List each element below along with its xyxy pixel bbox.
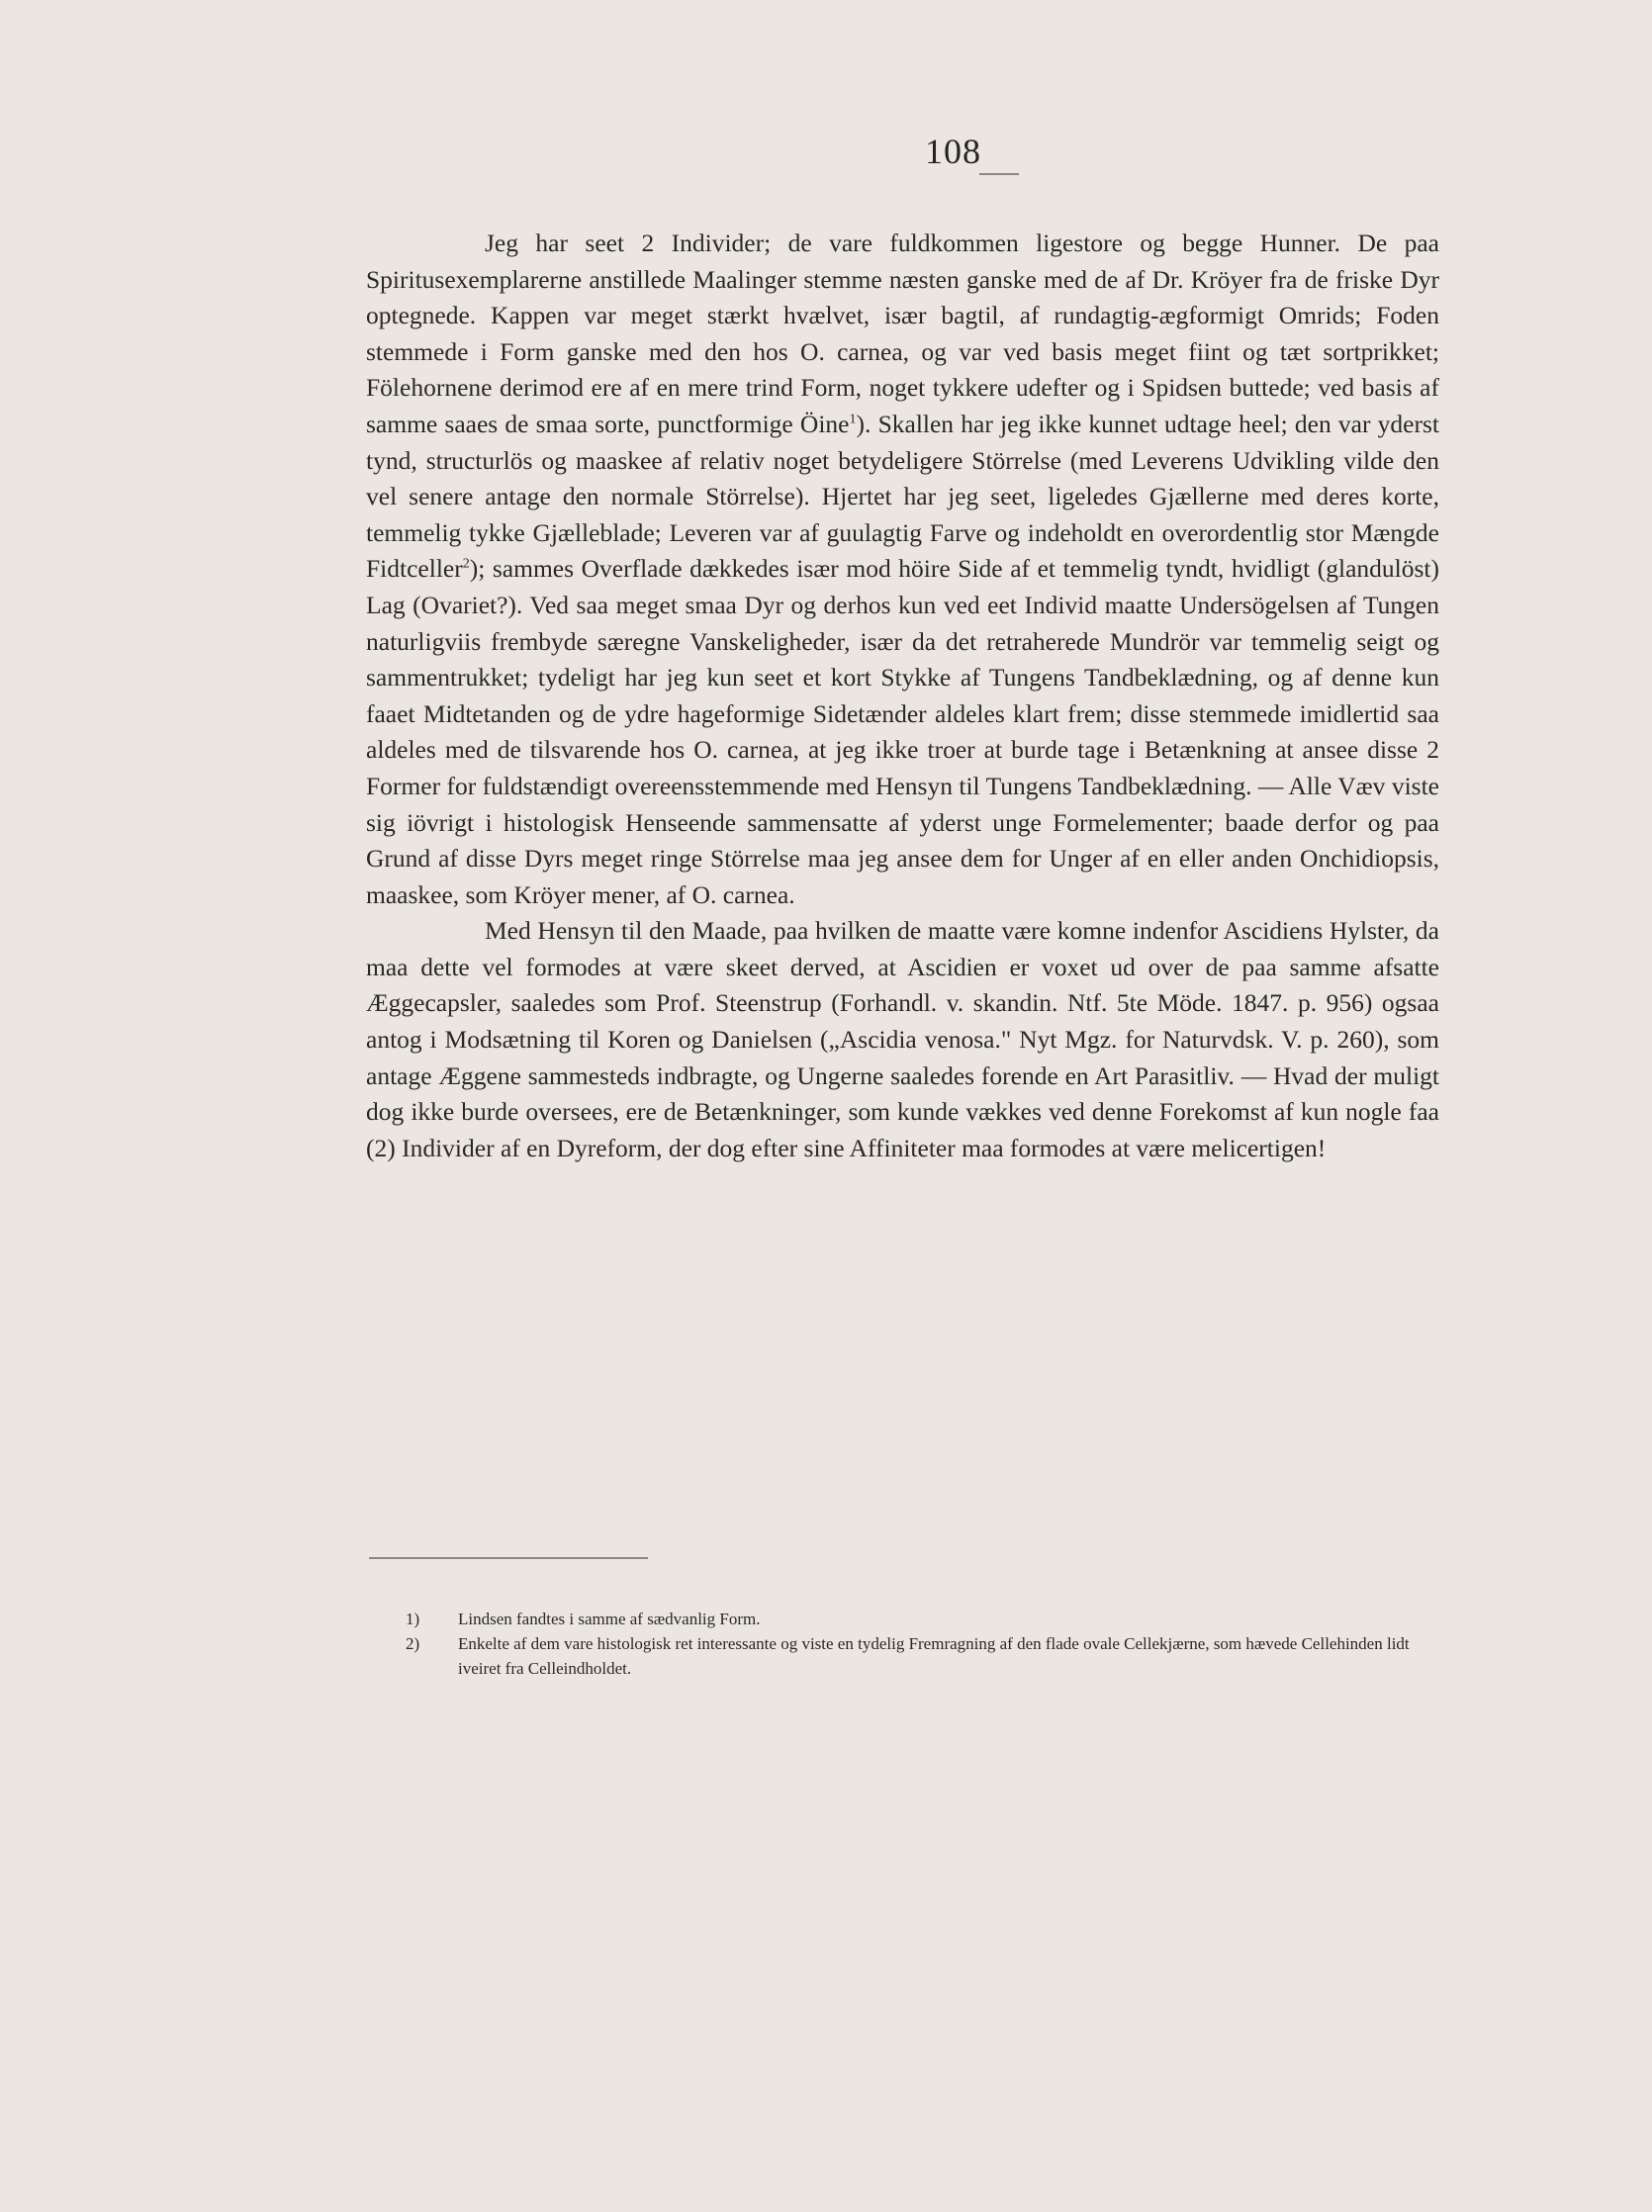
- footnote-mark: 1): [406, 1610, 420, 1628]
- footnote-2: [406, 1631, 1444, 1681]
- paragraph-1-text-mid: ). Skallen har jeg ikke kunnet udtage heel; den var yderst tynd, structurlös og maaskee af relativ noget betydeligere Störrelse (med Leverens Udvikling vilde den vel senere antage den normale Störrelse). Hjertet har jeg seet, ligeledes Gjællerne med deres korte, temmelig tykke Gjælleblade; Leveren var af guulagtig Farve og indeholdt en overordentlig stor Mængde Fidtceller: [366, 409, 1439, 584]
- paragraph-1-text-end: ); sammes Overflade dækkedes især mod höire Side af et temmelig tyndt, hvidligt (glandulöst) Lag (Ovariet?). Ved saa meget smaa Dyr og derhos kun ved eet Individ maatte Undersögelsen af Tungen naturligviis frembyde særegne Vanskeligheder, især da det retraherede Mundrör var temmelig seigt og sammentrukket; tydeligt har jeg kun seet et kort Stykke af Tungens Tandbeklædning, og af denne kun faaet Midtetanden og de ydre hageformige Sidetænder aldeles klart frem; disse stemmede imidlertid saa aldeles med de tilsvarende hos O. carnea, at jeg ikke troer at burde tage i Betænkning at ansee disse 2 Former for fuldstændigt overeensstemmende med Hensyn til Tungens Tandbeklædning. — Alle Væv viste sig iövrigt i histologisk Henseende sammensatte af yderst unge Formelementer; baade derfor og paa Grund af disse Dyrs meget ringe Störrelse maa jeg ansee dem for Unger af en eller anden Onchidiopsis, maaskee, som Kröyer mener, af O. carnea.: [366, 554, 1439, 909]
- footnote-mark: 2): [406, 1634, 420, 1653]
- body-text: [366, 226, 1439, 1166]
- footnote-ref-1: 1: [849, 412, 857, 427]
- paragraph-1-text: Jeg har seet 2 Individer; de vare fuldkommen ligestore og begge Hunner. De paa Spiritusexemplarerne anstillede Maalinger stemme næsten ganske med de af Dr. Kröyer fra de friske Dyr optegnede. Kappen var meget stærkt hvælvet, især bagtil, af rundagtig-ægformigt Omrids; Foden stemmede i Form ganske med den hos O. carnea, og var ved basis meget fiint og tæt sortprikket; Fölehornene derimod ere af en mere trind Form, noget tykkere udefter og i Spidsen buttede; ved basis af samme saaes de smaa sorte, punctformige Öine: [366, 229, 1439, 438]
- footnote-divider: [369, 1557, 648, 1559]
- page-number-rule: [979, 173, 1019, 175]
- footnote-ref-2: 2: [462, 556, 470, 572]
- page-number: 108: [925, 132, 981, 171]
- paragraph-2: Med Hensyn til den Maade, paa hvilken de maatte være komne indenfor Ascidiens Hylster, da maa dette vel formodes at være skeet derved, at Ascidien er voxet ud over de paa samme afsatte Æggecapsler, saaledes som Prof. Steenstrup (Forhandl. v. skandin. Ntf. 5te Möde. 1847. p. 956) ogsaa antog i Modsætning til Koren og Danielsen („Ascidia venosa." Nyt Mgz. for Naturvdsk. V. p. 260), som antage Æggene sammesteds indbragte, og Ungerne saaledes forende en Art Parasitliv. — Hvad der muligt dog ikke burde oversees, ere de Betænkninger, som kunde vækkes ved denne Forekomst af kun nogle faa (2) Individer af en Dyreform, der dog efter sine Affiniteter maa formodes at være melicertigen!: [366, 916, 1439, 1162]
- footnote-text: Lindsen fandtes i samme af sædvanlig Form.: [458, 1610, 761, 1628]
- footnote-1: [406, 1607, 1444, 1631]
- footnote-text: Enkelte af dem vare histologisk ret interessante og viste en tydelig Fremragning af den flade ovale Cellekjærne, som hævede Cellehinden lidt iveiret fra Celleindholdet.: [458, 1634, 1410, 1678]
- footnotes: [406, 1607, 1444, 1681]
- paragraph-1: [366, 226, 1439, 913]
